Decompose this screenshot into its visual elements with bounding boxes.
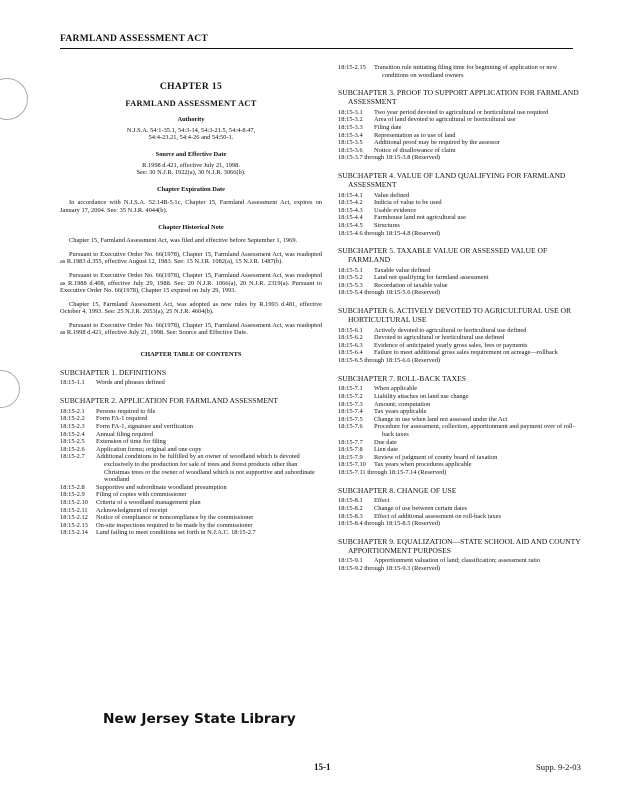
section-number: 18:15-2.4 — [60, 430, 85, 438]
section-title: Review of judgment of county board of taxation — [374, 453, 498, 461]
section-number: 18:15-2.8 — [60, 483, 85, 491]
subchapter-heading: SUBCHAPTER 3. PROOF TO SUPPORT APPLICATION FOR FARMLAND ASSESSMENT — [338, 88, 579, 106]
toc-heading: CHAPTER TABLE OF CONTENTS — [140, 351, 242, 359]
section-number: 18:15-6.4 — [338, 349, 363, 357]
section-title: Failure to meet additional gross sales requirement on acreage—rollback — [374, 349, 558, 357]
toc-entry — [338, 416, 584, 424]
section-number: 18:15-5.2 — [338, 274, 363, 282]
section-number: 18:15-3.3 — [338, 123, 363, 131]
toc-entry — [338, 139, 584, 147]
toc-entry — [338, 116, 584, 124]
section-title: Value defined — [374, 191, 410, 199]
section-number: 18:15-9.1 — [338, 557, 363, 565]
section-number: 18:15-2.15 — [338, 64, 366, 71]
toc-entry — [60, 507, 322, 515]
toc-entry — [338, 513, 584, 521]
toc-entry — [60, 529, 322, 537]
section-title: Farmhouse land not agricultural use — [374, 214, 466, 222]
toc-entry — [338, 222, 584, 230]
toc-entry — [338, 520, 584, 528]
supplement-date: Supp. 9-2-03 — [536, 762, 581, 772]
section-title: Amount; computation — [374, 400, 431, 408]
section-title: Tax years when procedures applicable — [374, 461, 472, 469]
section-number: 18:15-2.11 — [60, 506, 88, 514]
toc-entry — [338, 423, 584, 438]
section-title: Additional conditions to be fulfilled by an owner of woodland which is devoted exclusively to the production for sale of trees and forest products other than Christmas trees or the owner of woodland which is not supportive and subordinate woodland — [96, 453, 315, 484]
authority-line: N.J.S.A. 54:1-35.1, 54:3-14, 54:3-21.5, 54:4-8.47, — [126, 126, 256, 134]
subchapter-heading: SUBCHAPTER 5. TAXABLE VALUE OR ASSESSED VALUE OF FARMLAND — [338, 246, 548, 264]
section-number: 18:15-2.13 — [60, 521, 88, 529]
reserved-range: 18:15-4.6 through 18:15-4.8 (Reserved) — [338, 229, 441, 237]
toc-list — [338, 327, 584, 365]
section-title: Criteria of a woodland management plan — [96, 498, 201, 506]
section-number: 18:15-6.2 — [338, 334, 363, 342]
toc-list — [338, 267, 584, 297]
toc-list — [338, 64, 584, 79]
section-title: Filing date — [374, 123, 402, 131]
section-number: 18:15-7.10 — [338, 461, 366, 469]
section-number: 18:15-4.2 — [338, 199, 363, 207]
section-title: Indicia of value to be used — [374, 199, 442, 207]
section-number: 18:15-8.2 — [338, 504, 363, 512]
section-title: Annual filing required — [96, 430, 154, 438]
section-title: Lien date — [374, 446, 398, 454]
section-number: 18:15-7.5 — [338, 415, 363, 423]
toc-entry — [338, 267, 584, 275]
section-title: Additional proof may be required by the assessor — [374, 139, 500, 147]
section-number: 18:15-2.7 — [60, 453, 85, 461]
section-number: 18:15-3.1 — [338, 108, 363, 116]
section-title: On-site inspections required to be made by the commissioner — [96, 521, 253, 529]
section-title: Liability attaches on land use change — [374, 393, 469, 401]
toc-entry — [338, 349, 584, 357]
section-number: 18:15-2.12 — [60, 514, 88, 522]
section-number: 18:15-2.5 — [60, 438, 85, 446]
section-title: Change of use between certain dates — [374, 504, 468, 512]
toc-entry — [60, 453, 322, 483]
subchapter-heading: SUBCHAPTER 1. DEFINITIONS — [60, 367, 167, 377]
header-rule — [60, 48, 573, 49]
toc-entry — [338, 207, 584, 215]
toc-entry — [60, 431, 322, 439]
toc-entry — [338, 439, 584, 447]
section-title: Land failing to meet conditions set forth in N.J.A.C. 18:15-2.7 — [96, 529, 256, 537]
toc-entry — [338, 393, 584, 401]
toc-list — [338, 385, 584, 476]
section-title: Taxable value defined — [374, 266, 431, 274]
source-line: R.1998 d.421, effective July 21, 1998. — [142, 161, 240, 169]
section-title: Transition rule initiating filing time for beginning of application or new conditions on woodland owners — [374, 64, 557, 79]
section-title: Due date — [374, 438, 397, 446]
subchapter-heading: SUBCHAPTER 7. ROLL-BACK TAXES — [338, 373, 466, 383]
section-title: Representation as to use of land — [374, 131, 456, 139]
subchapter-heading: SUBCHAPTER 4. VALUE OF LAND QUALIFYING FOR FARMLAND ASSESSMENT — [338, 170, 566, 189]
section-title: Persons required to file — [96, 407, 156, 415]
section-number: 18:15-7.4 — [338, 408, 363, 416]
toc-entry — [338, 199, 584, 207]
section-number: 18:15-4.3 — [338, 206, 363, 214]
section-title: Change in use when land not assessed under the Act — [374, 415, 508, 423]
toc-entry — [338, 557, 584, 565]
history-paragraph: Chapter 15, Farmland Assessment Act, was adopted as new rules by R.1993 d.481, effective October 4, 1993. See: 25 N.J.R. 2653(a), 25 N.J.R. 4604(b). — [60, 300, 322, 316]
section-number: 18:15-7.6 — [338, 423, 363, 431]
toc-list — [338, 497, 584, 527]
toc-entry — [338, 497, 584, 505]
section-title: Filing of copies with commissioner — [96, 491, 187, 499]
toc-entry — [338, 289, 584, 297]
toc-entry — [338, 334, 584, 342]
toc-entry — [338, 461, 584, 469]
history-paragraph: Pursuant to Executive Order No. 66(1978), Chapter 15, Farmland Assessment Act, was readopted as R.1998 d.421, effective July 21, 1998. See: Source and Effective Date. — [60, 321, 322, 337]
toc-entry — [338, 147, 584, 155]
section-number: 18:15-3.2 — [338, 116, 363, 124]
section-number: 18:15-6.1 — [338, 326, 363, 334]
section-number: 18:15-4.1 — [338, 191, 363, 199]
source-line: See: 30 N.J.R. 1922(a), 30 N.J.R. 3066(b). — [136, 169, 246, 177]
section-title: Effect of additional assessment on roll-back taxes — [374, 512, 501, 520]
section-number: 18:15-2.2 — [60, 415, 85, 423]
toc-entry — [338, 446, 584, 454]
section-number: 18:15-7.3 — [338, 400, 363, 408]
toc-entry — [338, 192, 584, 200]
toc-entry — [60, 423, 322, 431]
authority-line: 54:4-23.21, 54:4-26 and 54:50-1. — [148, 134, 234, 142]
toc-entry — [338, 154, 584, 162]
toc-entry — [338, 109, 584, 117]
section-number: 18:15-5.3 — [338, 281, 363, 289]
toc-entry — [60, 446, 322, 454]
section-title: Notice of compliance or noncompliance by the commissioner — [96, 514, 254, 522]
reserved-range: 18:15-8.4 through 18:15-8.5 (Reserved) — [338, 520, 441, 528]
section-number: 18:15-2.9 — [60, 491, 85, 499]
toc-entry — [338, 342, 584, 350]
toc-entry — [338, 230, 584, 238]
toc-entry — [338, 214, 584, 222]
section-number: 18:15-4.4 — [338, 214, 363, 222]
section-title: Recordation of taxable value — [374, 281, 448, 289]
left-column — [60, 62, 322, 537]
section-number: 18:15-7.1 — [338, 385, 363, 393]
section-title: Procedure for assessment, collection, apportionment and payment over of roll-back taxes — [374, 423, 575, 438]
subchapter-heading: SUBCHAPTER 8. CHANGE OF USE — [338, 485, 457, 495]
toc-entry — [338, 274, 584, 282]
toc-entry — [338, 327, 584, 335]
expiration-heading: Chapter Expiration Date — [156, 185, 226, 193]
section-number: 18:15-7.8 — [338, 446, 363, 454]
chapter-title: FARMLAND ASSESSMENT ACT — [125, 98, 257, 108]
toc-entry — [338, 401, 584, 409]
chapter-number: CHAPTER 15 — [159, 82, 223, 92]
section-number: 18:15-7.2 — [338, 393, 363, 401]
reserved-range: 18:15-5.4 through 18:15-5.6 (Reserved) — [338, 289, 441, 297]
section-title: Devoted to agricultural or horticultural use defined — [374, 334, 505, 342]
section-title: Structures — [374, 221, 400, 229]
subchapter-list — [338, 89, 584, 572]
toc-entry — [60, 514, 322, 522]
source-heading: Source and Effective Date — [155, 150, 227, 158]
section-title: Extension of time for filing — [96, 438, 166, 446]
section-number: 18:15-8.1 — [338, 497, 363, 505]
history-heading: Chapter Historical Note — [158, 223, 224, 231]
section-title: Notice of disallowance of claim — [374, 146, 456, 154]
section-title: Land not qualifying for farmland assessment — [374, 274, 489, 282]
toc-entry — [338, 124, 584, 132]
reserved-range: 18:15-9.2 through 18:15-9.3 (Reserved) — [338, 564, 441, 572]
section-title: Usable evidence — [374, 206, 417, 214]
toc-entry — [60, 484, 322, 492]
section-number: 18:15-5.1 — [338, 266, 363, 274]
expiration-text: In accordance with N.J.S.A. 52:14B-5.1c, Chapter 15, Farmland Assessment Act, expires on January 17, 2004. See: 35 N.J.R. 4044(b). — [60, 199, 322, 214]
toc-entry — [338, 565, 584, 573]
section-title: Supportive and subordinate woodland presumption — [96, 483, 227, 491]
subchapter-heading: SUBCHAPTER 2. APPLICATION FOR FARMLAND ASSESSMENT — [60, 396, 279, 406]
section-title: Application forms; original and one copy — [96, 445, 202, 453]
section-number: 18:15-7.9 — [338, 453, 363, 461]
section-title: Evidence of anticipated yearly gross sales, fees or payments — [374, 341, 528, 349]
toc-list — [60, 408, 322, 537]
section-number: 18:15-2.14 — [60, 529, 88, 537]
right-column — [338, 62, 584, 573]
reserved-range: 18:15-3.7 through 18:15-3.8 (Reserved) — [338, 154, 441, 162]
section-title: Actively devoted to agricultural or horticultural use defined — [374, 326, 527, 334]
toc-list — [338, 109, 584, 162]
section-title: Area of land devoted to agricultural or horticultural use — [374, 116, 516, 124]
toc-entry — [60, 415, 322, 423]
reserved-range: 18:15-7.11 through 18:15-7.14 (Reserved) — [338, 468, 447, 476]
toc-entry — [338, 454, 584, 462]
toc-list — [338, 192, 584, 238]
authority-heading: Authority — [177, 116, 205, 124]
section-number: 18:15-7.7 — [338, 438, 363, 446]
toc-entry — [60, 522, 322, 530]
section-number: 18:15-2.1 — [60, 407, 85, 415]
section-title: Tax years applicable — [374, 408, 427, 416]
section-title: Effect — [374, 497, 390, 505]
section-title: Acknowledgment of receipt — [96, 506, 168, 514]
section-number: 18:15-2.3 — [60, 423, 85, 431]
section-number: 18:15-6.3 — [338, 341, 363, 349]
history-paragraph: Pursuant to Executive Order No. 66(1978), Chapter 15, Farmland Assessment Act, was readopted as R.1983 d.355, effective August 12, 1983. See: 15 N.J.R. 1082(a), 15 N.J.R. 1487(b). — [60, 250, 322, 266]
subchapter-heading: SUBCHAPTER 9. EQUALIZATION—STATE SCHOOL AID AND COUNTY APPORTIONMENT PURPOSES — [338, 536, 581, 555]
toc-list — [60, 379, 322, 387]
toc-entry — [338, 408, 584, 416]
toc-entry — [338, 357, 584, 365]
toc-entry — [60, 408, 322, 416]
toc-entry — [60, 491, 322, 499]
toc-entry — [60, 499, 322, 507]
history-paragraph: Chapter 15, Farmland Assessment Act, was filed and effective before September 1, 1969. — [69, 237, 298, 245]
page-number: 15-1 — [314, 762, 331, 772]
history-paragraph: Pursuant to Executive Order No. 66(1978), Chapter 15, Farmland Assessment Act, was readopted as R.1988 d.408, effective July 29, 1988. See: 20 N.J.R. 1066(a), 20 N.J.R. 2319(a). Pursuant to Executive Order No. 66(1978), Chapter 15 expired on July 29, 1993. — [60, 271, 322, 295]
section-number: 18:15-3.5 — [338, 139, 363, 147]
toc-entry — [338, 132, 584, 140]
running-header: FARMLAND ASSESSMENT ACT — [60, 34, 209, 44]
toc-entry — [60, 438, 322, 446]
section-title: Apportionment valuation of land; classification; assessment ratio — [374, 557, 541, 565]
toc-entry — [338, 64, 584, 79]
section-number: 18:15-8.3 — [338, 512, 363, 520]
toc-entry — [338, 282, 584, 290]
section-title: Words and phrases defined — [96, 379, 165, 387]
punch-hole-mark — [0, 370, 20, 408]
punch-hole-mark — [0, 78, 28, 120]
section-title: Form FA-1, signature and verification — [96, 423, 193, 431]
section-number: 18:15-3.4 — [338, 131, 363, 139]
section-number: 18:15-3.6 — [338, 146, 363, 154]
toc-entry — [338, 505, 584, 513]
section-number: 18:15-2.6 — [60, 445, 85, 453]
library-stamp: New Jersey State Library — [103, 712, 296, 727]
toc-entry — [338, 469, 584, 477]
section-number: 18:15-2.10 — [60, 498, 88, 506]
reserved-range: 18:15-6.5 through 18:15-6.6 (Reserved) — [338, 357, 441, 365]
toc-entry — [60, 379, 322, 387]
subchapter-heading: SUBCHAPTER 6. ACTIVELY DEVOTED TO AGRICULTURAL USE OR HORTICULTURAL USE — [338, 306, 572, 324]
toc-list — [338, 557, 584, 572]
section-title: Form FA-1 required — [96, 415, 148, 423]
section-number: 18:15-4.5 — [338, 221, 363, 229]
toc-entry — [338, 385, 584, 393]
section-number: 18:15-1.1 — [60, 379, 85, 387]
section-title: When applicable — [374, 385, 418, 393]
section-title: Two year period devoted to agricultural or horticultural use required — [374, 108, 549, 116]
